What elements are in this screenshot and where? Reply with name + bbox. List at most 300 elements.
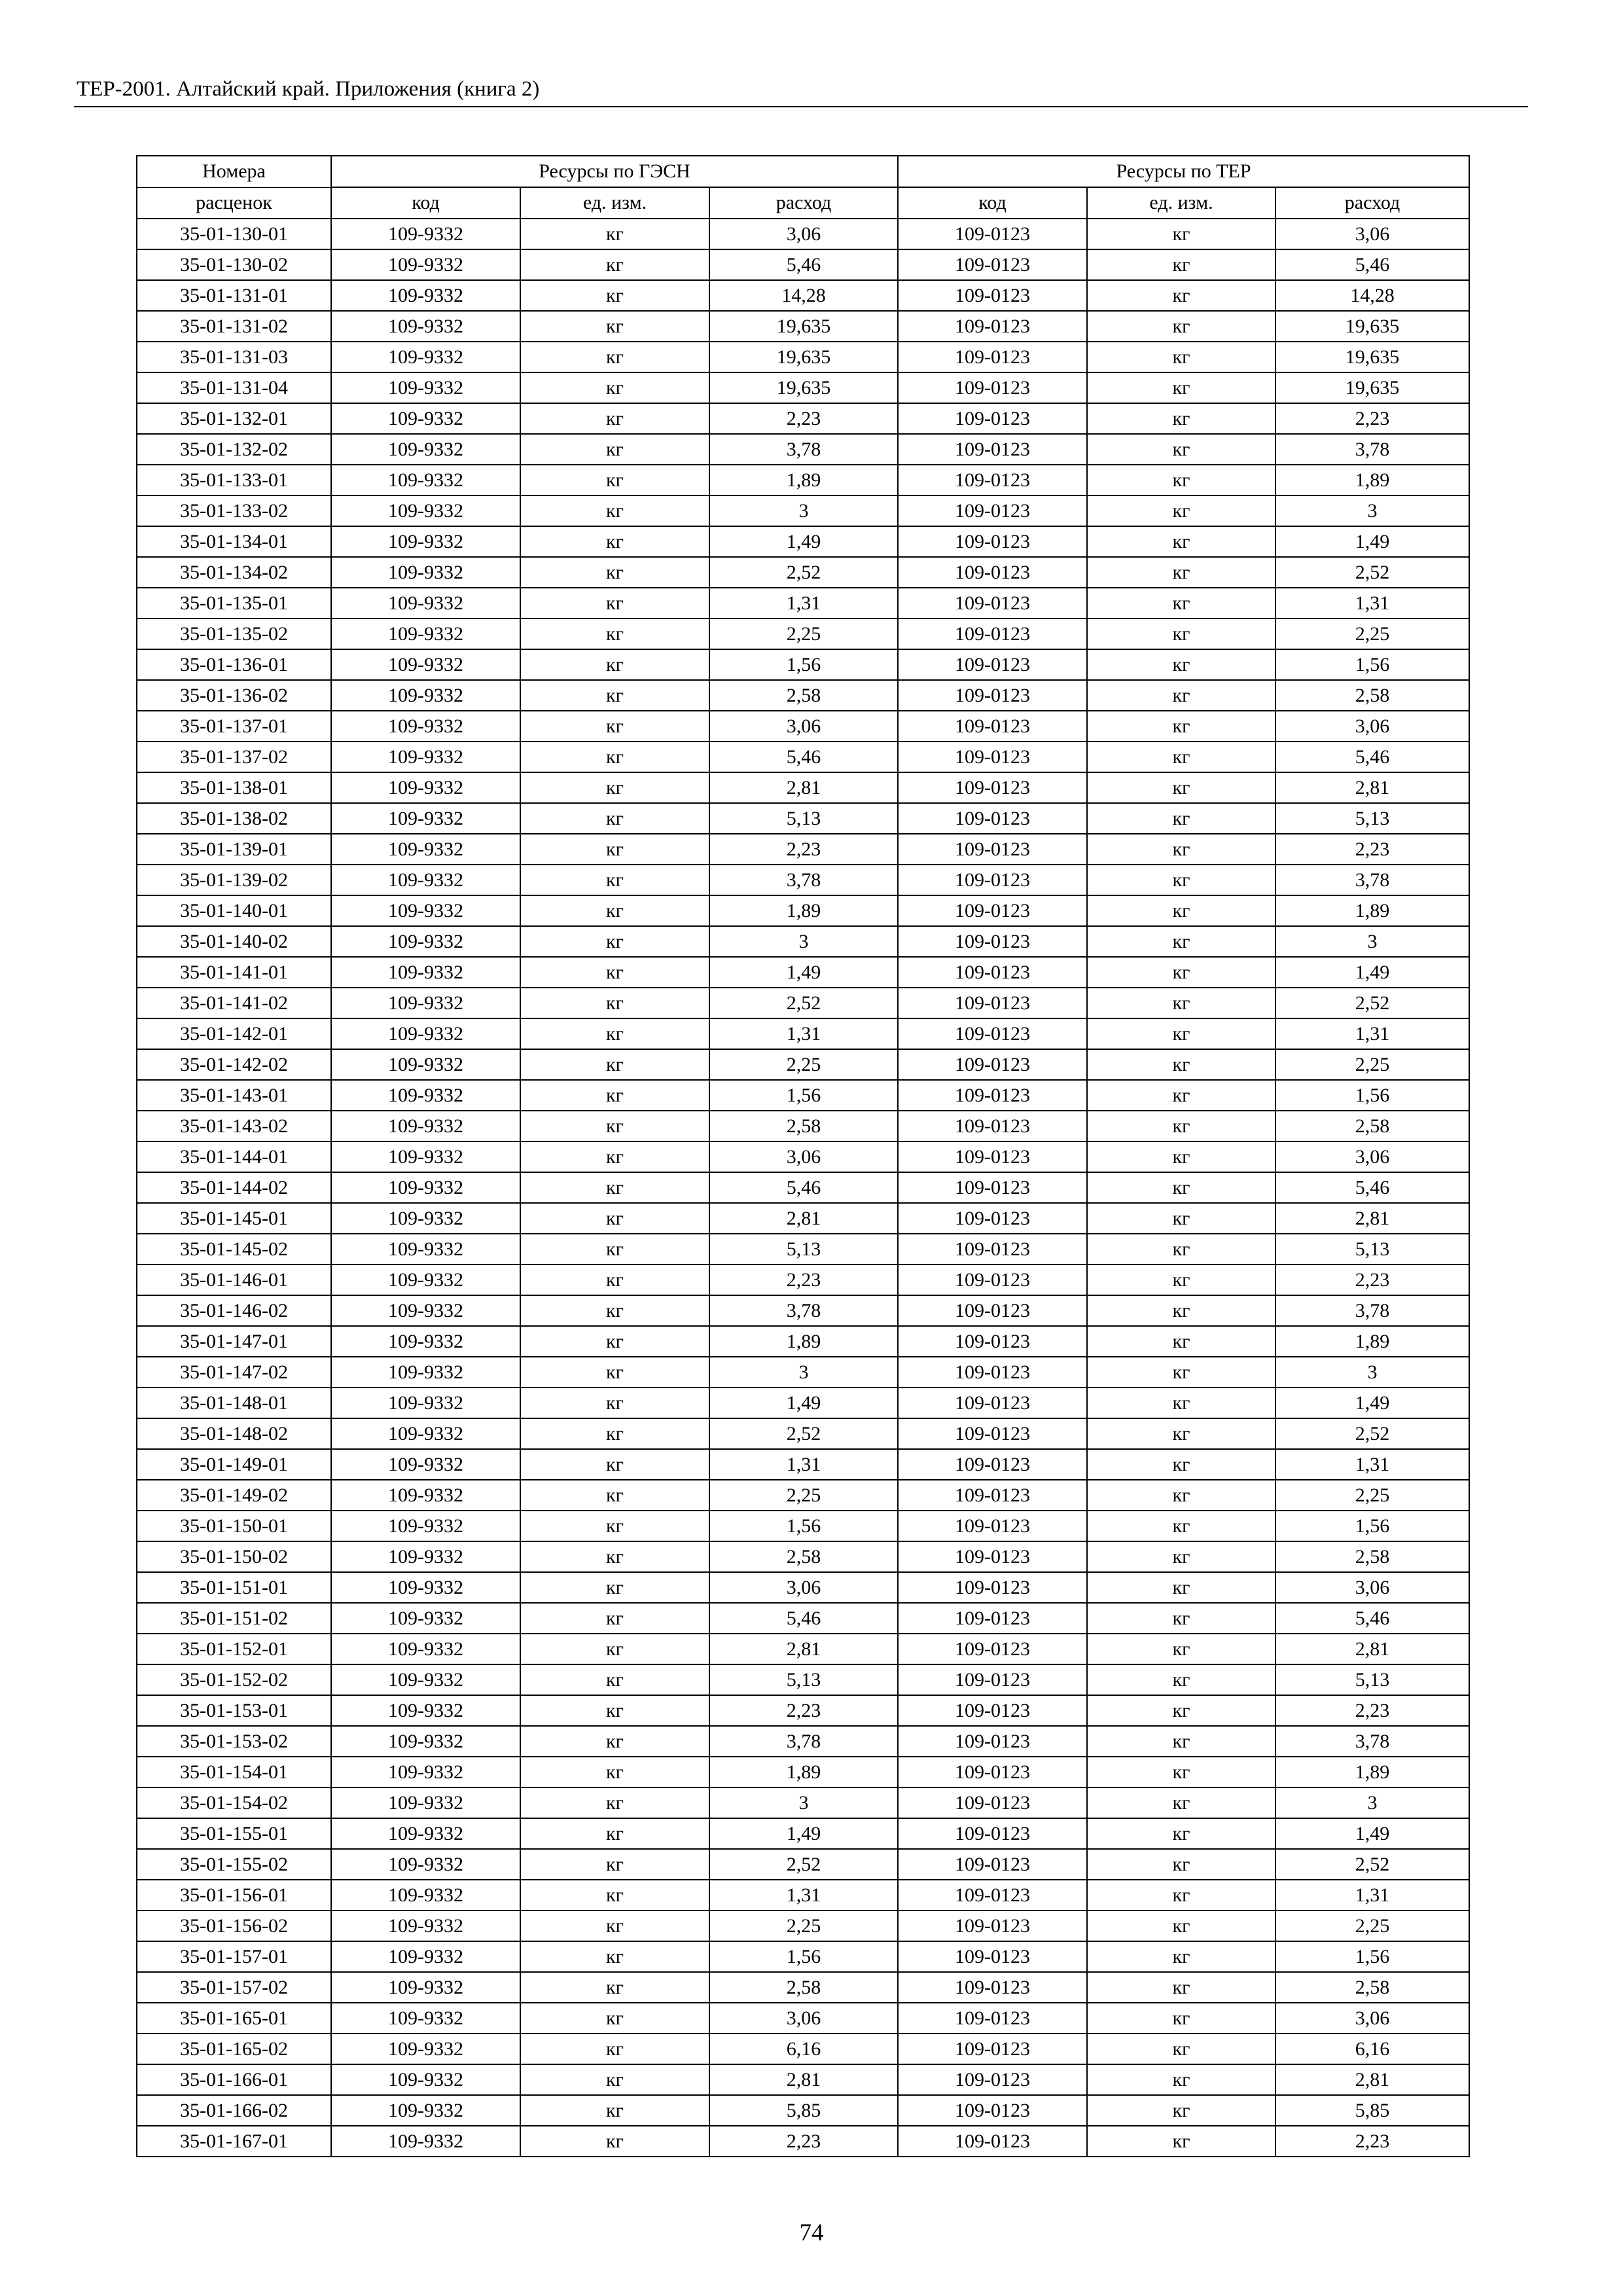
ter-consumption-cell: 1,31 [1275,1018,1469,1049]
gesn-unit-cell: кг [520,1141,709,1172]
rate-number-cell: 35-01-150-02 [137,1541,331,1572]
ter-code-cell: 109-0123 [898,1203,1087,1234]
gesn-code-cell: 109-9332 [331,1910,520,1941]
header-ter-unit: ед. изм. [1087,187,1275,219]
ter-unit-cell: кг [1087,1049,1275,1080]
gesn-code-cell: 109-9332 [331,742,520,772]
gesn-code-cell: 109-9332 [331,1049,520,1080]
gesn-unit-cell: кг [520,2064,709,2095]
rate-number-cell: 35-01-135-01 [137,588,331,619]
rate-number-cell: 35-01-151-01 [137,1572,331,1603]
ter-unit-cell: кг [1087,495,1275,526]
table-row [137,1726,1469,1757]
gesn-consumption-cell: 2,25 [709,619,898,649]
ter-unit-cell: кг [1087,895,1275,926]
gesn-unit-cell: кг [520,1849,709,1880]
ter-unit-cell: кг [1087,342,1275,372]
ter-code-cell: 109-0123 [898,557,1087,588]
gesn-unit-cell: кг [520,495,709,526]
ter-consumption-cell: 3,78 [1275,434,1469,465]
gesn-code-cell: 109-9332 [331,1418,520,1449]
rate-number-cell: 35-01-144-01 [137,1141,331,1172]
table-row [137,311,1469,342]
ter-unit-cell: кг [1087,619,1275,649]
table-row [137,342,1469,372]
gesn-consumption-cell: 3 [709,1787,898,1818]
gesn-consumption-cell: 2,52 [709,988,898,1018]
ter-consumption-cell: 1,56 [1275,1080,1469,1111]
gesn-consumption-cell: 19,635 [709,342,898,372]
gesn-consumption-cell: 2,58 [709,1541,898,1572]
gesn-consumption-cell: 3 [709,495,898,526]
rate-number-cell: 35-01-131-03 [137,342,331,372]
gesn-code-cell: 109-9332 [331,711,520,742]
gesn-consumption-cell: 5,13 [709,1234,898,1265]
gesn-code-cell: 109-9332 [331,434,520,465]
gesn-consumption-cell: 2,23 [709,403,898,434]
gesn-code-cell: 109-9332 [331,834,520,865]
gesn-code-cell: 109-9332 [331,1664,520,1695]
ter-unit-cell: кг [1087,1541,1275,1572]
rate-number-cell: 35-01-140-01 [137,895,331,926]
gesn-unit-cell: кг [520,1418,709,1449]
ter-unit-cell: кг [1087,649,1275,680]
ter-unit-cell: кг [1087,1972,1275,2003]
rate-number-cell: 35-01-144-02 [137,1172,331,1203]
rate-number-cell: 35-01-146-01 [137,1265,331,1295]
ter-code-cell: 109-0123 [898,1449,1087,1480]
rate-number-cell: 35-01-135-02 [137,619,331,649]
header-ter-consumption: расход [1275,187,1469,219]
ter-code-cell: 109-0123 [898,372,1087,403]
ter-code-cell: 109-0123 [898,895,1087,926]
ter-unit-cell: кг [1087,1449,1275,1480]
ter-code-cell: 109-0123 [898,1172,1087,1203]
ter-unit-cell: кг [1087,1418,1275,1449]
gesn-unit-cell: кг [520,619,709,649]
rate-number-cell: 35-01-147-01 [137,1326,331,1357]
ter-code-cell: 109-0123 [898,834,1087,865]
gesn-consumption-cell: 2,81 [709,1203,898,1234]
ter-code-cell: 109-0123 [898,742,1087,772]
ter-code-cell: 109-0123 [898,957,1087,988]
ter-code-cell: 109-0123 [898,988,1087,1018]
ter-consumption-cell: 2,52 [1275,1418,1469,1449]
ter-consumption-cell: 2,52 [1275,557,1469,588]
table-row [137,526,1469,557]
rate-number-cell: 35-01-134-01 [137,526,331,557]
rate-number-cell: 35-01-133-01 [137,465,331,495]
gesn-unit-cell: кг [520,1234,709,1265]
gesn-unit-cell: кг [520,1726,709,1757]
gesn-code-cell: 109-9332 [331,2126,520,2157]
ter-code-cell: 109-0123 [898,526,1087,557]
gesn-consumption-cell: 5,46 [709,742,898,772]
rate-number-cell: 35-01-141-01 [137,957,331,988]
ter-unit-cell: кг [1087,680,1275,711]
ter-unit-cell: кг [1087,1326,1275,1357]
gesn-unit-cell: кг [520,342,709,372]
ter-code-cell: 109-0123 [898,1787,1087,1818]
ter-unit-cell: кг [1087,803,1275,834]
ter-code-cell: 109-0123 [898,1941,1087,1972]
gesn-unit-cell: кг [520,1941,709,1972]
ter-unit-cell: кг [1087,1941,1275,1972]
ter-consumption-cell: 2,23 [1275,1695,1469,1726]
gesn-consumption-cell: 19,635 [709,311,898,342]
ter-unit-cell: кг [1087,1388,1275,1418]
table-row [137,557,1469,588]
gesn-unit-cell: кг [520,1480,709,1511]
gesn-consumption-cell: 1,49 [709,526,898,557]
gesn-unit-cell: кг [520,1111,709,1141]
ter-unit-cell: кг [1087,1203,1275,1234]
ter-unit-cell: кг [1087,311,1275,342]
ter-consumption-cell: 2,23 [1275,2126,1469,2157]
ter-unit-cell: кг [1087,557,1275,588]
gesn-unit-cell: кг [520,742,709,772]
gesn-consumption-cell: 1,31 [709,1018,898,1049]
table-row [137,1049,1469,1080]
table-row [137,895,1469,926]
ter-code-cell: 109-0123 [898,1141,1087,1172]
ter-code-cell: 109-0123 [898,465,1087,495]
gesn-unit-cell: кг [520,988,709,1018]
gesn-consumption-cell: 1,56 [709,649,898,680]
gesn-consumption-cell: 1,31 [709,1449,898,1480]
gesn-consumption-cell: 5,13 [709,803,898,834]
table-row [137,280,1469,311]
table-row [137,1818,1469,1849]
ter-code-cell: 109-0123 [898,403,1087,434]
rate-number-cell: 35-01-152-01 [137,1634,331,1664]
ter-code-cell: 109-0123 [898,680,1087,711]
header-rate-numbers-cont: расценок [137,187,331,219]
gesn-consumption-cell: 2,58 [709,1111,898,1141]
ter-code-cell: 109-0123 [898,2064,1087,2095]
ter-consumption-cell: 5,46 [1275,1603,1469,1634]
table-header [137,156,1469,219]
table-row [137,2003,1469,2034]
ter-consumption-cell: 2,23 [1275,403,1469,434]
gesn-consumption-cell: 1,49 [709,1818,898,1849]
gesn-unit-cell: кг [520,711,709,742]
gesn-code-cell: 109-9332 [331,803,520,834]
table-row [137,2126,1469,2157]
gesn-consumption-cell: 5,46 [709,249,898,280]
ter-unit-cell: кг [1087,1295,1275,1326]
table-row [137,1572,1469,1603]
gesn-unit-cell: кг [520,680,709,711]
gesn-unit-cell: кг [520,219,709,249]
gesn-unit-cell: кг [520,1080,709,1111]
gesn-code-cell: 109-9332 [331,1234,520,1265]
header-rule [74,106,1528,107]
gesn-consumption-cell: 5,46 [709,1172,898,1203]
gesn-consumption-cell: 3 [709,926,898,957]
ter-unit-cell: кг [1087,1511,1275,1541]
header-rate-numbers: Номера [137,156,331,187]
ter-code-cell: 109-0123 [898,1603,1087,1634]
gesn-code-cell: 109-9332 [331,1203,520,1234]
ter-consumption-cell: 1,49 [1275,957,1469,988]
ter-consumption-cell: 2,25 [1275,619,1469,649]
ter-code-cell: 109-0123 [898,711,1087,742]
table-row [137,403,1469,434]
gesn-unit-cell: кг [520,895,709,926]
table-row [137,1141,1469,1172]
gesn-code-cell: 109-9332 [331,772,520,803]
gesn-code-cell: 109-9332 [331,1172,520,1203]
header-gesn-unit: ед. изм. [520,187,709,219]
gesn-code-cell: 109-9332 [331,988,520,1018]
rate-number-cell: 35-01-138-02 [137,803,331,834]
rate-number-cell: 35-01-141-02 [137,988,331,1018]
rate-number-cell: 35-01-133-02 [137,495,331,526]
ter-code-cell: 109-0123 [898,1357,1087,1388]
ter-code-cell: 109-0123 [898,588,1087,619]
table-row [137,742,1469,772]
ter-code-cell: 109-0123 [898,1480,1087,1511]
ter-code-cell: 109-0123 [898,803,1087,834]
gesn-consumption-cell: 2,23 [709,1695,898,1726]
ter-unit-cell: кг [1087,465,1275,495]
table-row [137,249,1469,280]
gesn-consumption-cell: 1,89 [709,1326,898,1357]
rate-number-cell: 35-01-136-02 [137,680,331,711]
gesn-code-cell: 109-9332 [331,372,520,403]
ter-consumption-cell: 5,13 [1275,1234,1469,1265]
gesn-consumption-cell: 3,78 [709,1295,898,1326]
gesn-code-cell: 109-9332 [331,1449,520,1480]
ter-unit-cell: кг [1087,834,1275,865]
ter-unit-cell: кг [1087,2095,1275,2126]
ter-code-cell: 109-0123 [898,495,1087,526]
table-row [137,1941,1469,1972]
gesn-consumption-cell: 2,23 [709,1265,898,1295]
table-row [137,1511,1469,1541]
ter-consumption-cell: 1,31 [1275,1880,1469,1910]
ter-consumption-cell: 1,49 [1275,1388,1469,1418]
ter-unit-cell: кг [1087,2034,1275,2064]
table-row [137,372,1469,403]
rate-number-cell: 35-01-156-02 [137,1910,331,1941]
ter-consumption-cell: 2,58 [1275,680,1469,711]
gesn-code-cell: 109-9332 [331,1141,520,1172]
ter-consumption-cell: 2,52 [1275,988,1469,1018]
gesn-consumption-cell: 3,78 [709,1726,898,1757]
table-row [137,1326,1469,1357]
ter-unit-cell: кг [1087,1880,1275,1910]
ter-consumption-cell: 3,06 [1275,219,1469,249]
rate-number-cell: 35-01-146-02 [137,1295,331,1326]
ter-consumption-cell: 2,81 [1275,772,1469,803]
ter-code-cell: 109-0123 [898,434,1087,465]
ter-consumption-cell: 5,13 [1275,1664,1469,1695]
rate-number-cell: 35-01-153-02 [137,1726,331,1757]
ter-consumption-cell: 19,635 [1275,311,1469,342]
gesn-code-cell: 109-9332 [331,495,520,526]
gesn-unit-cell: кг [520,1541,709,1572]
ter-unit-cell: кг [1087,1910,1275,1941]
ter-code-cell: 109-0123 [898,1880,1087,1910]
ter-code-cell: 109-0123 [898,1664,1087,1695]
ter-code-cell: 109-0123 [898,1080,1087,1111]
gesn-code-cell: 109-9332 [331,249,520,280]
ter-unit-cell: кг [1087,1018,1275,1049]
gesn-code-cell: 109-9332 [331,1972,520,2003]
gesn-code-cell: 109-9332 [331,2064,520,2095]
gesn-code-cell: 109-9332 [331,1849,520,1880]
ter-unit-cell: кг [1087,403,1275,434]
ter-consumption-cell: 3,06 [1275,1141,1469,1172]
rate-number-cell: 35-01-139-02 [137,865,331,895]
ter-code-cell: 109-0123 [898,1511,1087,1541]
gesn-unit-cell: кг [520,1695,709,1726]
gesn-code-cell: 109-9332 [331,1511,520,1541]
gesn-unit-cell: кг [520,557,709,588]
table-row [137,1449,1469,1480]
gesn-unit-cell: кг [520,2126,709,2157]
rate-number-cell: 35-01-139-01 [137,834,331,865]
ter-code-cell: 109-0123 [898,926,1087,957]
gesn-consumption-cell: 14,28 [709,280,898,311]
gesn-consumption-cell: 5,85 [709,2095,898,2126]
gesn-consumption-cell: 1,89 [709,1757,898,1787]
table-row [137,926,1469,957]
ter-consumption-cell: 2,81 [1275,1634,1469,1664]
ter-consumption-cell: 3,78 [1275,1295,1469,1326]
gesn-unit-cell: кг [520,465,709,495]
ter-consumption-cell: 3 [1275,926,1469,957]
ter-consumption-cell: 14,28 [1275,280,1469,311]
table-row [137,1172,1469,1203]
gesn-code-cell: 109-9332 [331,1695,520,1726]
gesn-code-cell: 109-9332 [331,1326,520,1357]
rate-number-cell: 35-01-142-01 [137,1018,331,1049]
rate-number-cell: 35-01-137-01 [137,711,331,742]
header-ter-resources: Ресурсы по ТЕР [898,156,1469,187]
gesn-code-cell: 109-9332 [331,1603,520,1634]
table-row [137,1295,1469,1326]
table-row [137,1910,1469,1941]
rate-number-cell: 35-01-131-01 [137,280,331,311]
gesn-code-cell: 109-9332 [331,619,520,649]
ter-consumption-cell: 1,56 [1275,1511,1469,1541]
table-row [137,1972,1469,2003]
gesn-code-cell: 109-9332 [331,1080,520,1111]
ter-code-cell: 109-0123 [898,1234,1087,1265]
gesn-code-cell: 109-9332 [331,1880,520,1910]
gesn-consumption-cell: 1,56 [709,1941,898,1972]
ter-unit-cell: кг [1087,926,1275,957]
gesn-code-cell: 109-9332 [331,311,520,342]
ter-unit-cell: кг [1087,1265,1275,1295]
ter-consumption-cell: 2,23 [1275,1265,1469,1295]
gesn-consumption-cell: 1,31 [709,1880,898,1910]
ter-code-cell: 109-0123 [898,2003,1087,2034]
gesn-consumption-cell: 2,52 [709,1418,898,1449]
gesn-unit-cell: кг [520,803,709,834]
gesn-consumption-cell: 1,89 [709,895,898,926]
ter-consumption-cell: 1,89 [1275,1326,1469,1357]
gesn-code-cell: 109-9332 [331,403,520,434]
ter-code-cell: 109-0123 [898,1972,1087,2003]
table-row [137,1634,1469,1664]
rate-number-cell: 35-01-143-02 [137,1111,331,1141]
table-row [137,680,1469,711]
ter-consumption-cell: 1,89 [1275,465,1469,495]
gesn-consumption-cell: 6,16 [709,2034,898,2064]
table-row [137,957,1469,988]
gesn-code-cell: 109-9332 [331,1265,520,1295]
ter-consumption-cell: 2,81 [1275,2064,1469,2095]
gesn-code-cell: 109-9332 [331,1726,520,1757]
table-row [137,2064,1469,2095]
ter-code-cell: 109-0123 [898,1572,1087,1603]
gesn-unit-cell: кг [520,1572,709,1603]
header-row-groups [137,156,1469,187]
gesn-consumption-cell: 1,31 [709,588,898,619]
table-row [137,219,1469,249]
gesn-unit-cell: кг [520,372,709,403]
gesn-code-cell: 109-9332 [331,1757,520,1787]
rate-number-cell: 35-01-150-01 [137,1511,331,1541]
rate-number-cell: 35-01-166-02 [137,2095,331,2126]
ter-consumption-cell: 1,56 [1275,649,1469,680]
gesn-consumption-cell: 1,56 [709,1511,898,1541]
ter-consumption-cell: 3 [1275,495,1469,526]
gesn-code-cell: 109-9332 [331,1787,520,1818]
ter-unit-cell: кг [1087,1111,1275,1141]
ter-unit-cell: кг [1087,1818,1275,1849]
gesn-unit-cell: кг [520,434,709,465]
table-row [137,1757,1469,1787]
rate-number-cell: 35-01-131-04 [137,372,331,403]
gesn-unit-cell: кг [520,2095,709,2126]
ter-code-cell: 109-0123 [898,1634,1087,1664]
ter-consumption-cell: 2,58 [1275,1111,1469,1141]
ter-consumption-cell: 1,56 [1275,1941,1469,1972]
rate-number-cell: 35-01-132-02 [137,434,331,465]
gesn-unit-cell: кг [520,1972,709,2003]
rate-number-cell: 35-01-134-02 [137,557,331,588]
resources-table [136,155,1470,2157]
ter-code-cell: 109-0123 [898,342,1087,372]
ter-unit-cell: кг [1087,1726,1275,1757]
ter-code-cell: 109-0123 [898,1111,1087,1141]
gesn-unit-cell: кг [520,1880,709,1910]
gesn-consumption-cell: 5,13 [709,1664,898,1695]
gesn-code-cell: 109-9332 [331,588,520,619]
rate-number-cell: 35-01-153-01 [137,1695,331,1726]
ter-code-cell: 109-0123 [898,280,1087,311]
ter-unit-cell: кг [1087,2064,1275,2095]
ter-consumption-cell: 1,31 [1275,1449,1469,1480]
table-row [137,1203,1469,1234]
ter-unit-cell: кг [1087,1572,1275,1603]
gesn-consumption-cell: 2,81 [709,772,898,803]
rate-number-cell: 35-01-155-02 [137,1849,331,1880]
table-row [137,2095,1469,2126]
ter-consumption-cell: 1,89 [1275,1757,1469,1787]
table-row [137,495,1469,526]
ter-unit-cell: кг [1087,1849,1275,1880]
ter-unit-cell: кг [1087,1234,1275,1265]
gesn-consumption-cell: 1,49 [709,957,898,988]
gesn-unit-cell: кг [520,1664,709,1695]
rate-number-cell: 35-01-165-02 [137,2034,331,2064]
